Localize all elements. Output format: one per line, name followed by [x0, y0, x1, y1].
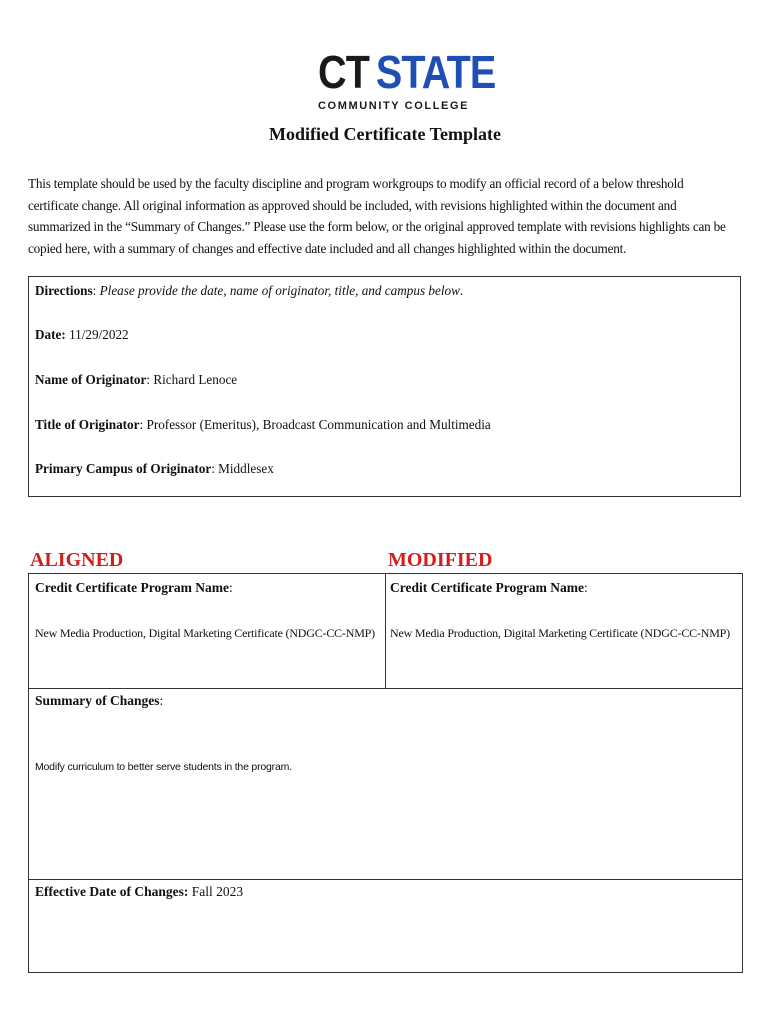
- summary-text: Modify curriculum to better serve students in the program.: [35, 761, 292, 773]
- directions-label: Directions: [35, 283, 93, 298]
- aligned-heading: ALIGNED: [30, 549, 124, 571]
- aligned-program-value: New Media Production, Digital Marketing Certificate (NDGC-CC-NMP): [35, 626, 375, 640]
- originator-title-label: Title of Originator: [35, 417, 140, 432]
- row-divider: [29, 688, 742, 689]
- directions-line: Directions: Please provide the date, name of originator, title, and campus below.: [35, 283, 464, 298]
- date-line: [35, 327, 129, 343]
- certificate-table: [28, 573, 743, 973]
- date-label: Date:: [35, 327, 66, 342]
- originator-title-line: Title of Originator: Professor (Emeritus), Broadcast Communication and Multimedia: [35, 417, 491, 432]
- originator-campus-label: Primary Campus of Originator: [35, 461, 212, 476]
- modified-heading: MODIFIED: [388, 549, 493, 571]
- logo-subtitle: COMMUNITY COLLEGE: [318, 100, 470, 112]
- aligned-program-label-line: Credit Certificate Program Name:: [35, 580, 233, 595]
- ct-state-logo: [318, 46, 496, 112]
- modified-program-value: New Media Production, Digital Marketing Certificate (NDGC-CC-NMP): [390, 626, 730, 640]
- logo-state: STATE: [375, 46, 496, 98]
- effective-date-label: Effective Date of Changes:: [35, 884, 189, 899]
- originator-name-line: Name of Originator: Richard Lenoce: [35, 372, 238, 387]
- logo-wordmark: [318, 46, 496, 98]
- originator-title-value: Professor (Emeritus), Broadcast Communication and Multimedia: [146, 417, 491, 432]
- effective-date-value: Fall 2023: [191, 884, 244, 899]
- modified-program-label-line: Credit Certificate Program Name:: [390, 580, 588, 595]
- originator-name-value: Richard Lenoce: [153, 372, 238, 387]
- directions-box: [28, 276, 741, 497]
- originator-name-label: Name of Originator: [35, 372, 147, 387]
- aligned-program-label: Credit Certificate Program Name: [35, 580, 230, 595]
- row-divider: [29, 879, 742, 880]
- column-divider: [385, 574, 386, 688]
- originator-campus-line: Primary Campus of Originator: Middlesex: [35, 461, 274, 476]
- document-title: Modified Certificate Template: [269, 124, 501, 144]
- summary-label: Summary of Changes: [35, 693, 160, 708]
- intro-paragraph: This template should be used by the faculty discipline and program workgroups to modify an official record of a below threshold certificate change. All original information as approved should be included, with revisions highlighted within the document and summarized in the “Summary of Changes.” Please use the form below, or the original approved template with revisions highlights can be copied here, with a summary of changes and effective date included and all changes highlighted within the document.: [28, 176, 726, 256]
- directions-text: Please provide the date, name of originator, title, and campus below: [99, 283, 460, 298]
- logo-ct: CT: [318, 46, 370, 98]
- originator-campus-value: Middlesex: [218, 461, 274, 476]
- modified-program-label: Credit Certificate Program Name: [390, 580, 585, 595]
- date-value: 11/29/2022: [69, 327, 129, 342]
- summary-label-line: Summary of Changes:: [35, 693, 164, 708]
- effective-date-line: [35, 884, 243, 900]
